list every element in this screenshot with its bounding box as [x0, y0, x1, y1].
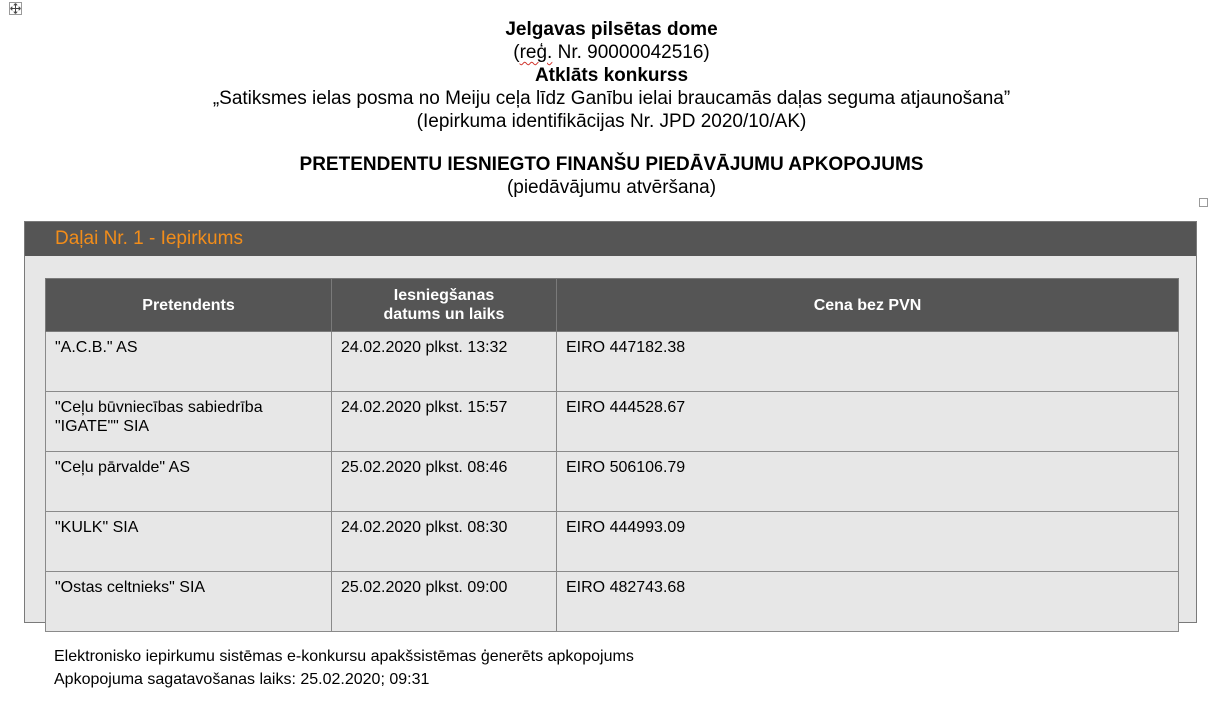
cell-price: EIRO 447182.38: [557, 332, 1179, 392]
cell-submitted: 24.02.2020 plkst. 13:32: [332, 332, 557, 392]
procedure-type: Atklāts konkurss: [534, 65, 689, 86]
column-header-submitted-line2: datums un laiks: [383, 306, 505, 323]
cell-submitted: 24.02.2020 plkst. 15:57: [332, 392, 557, 452]
table-move-handle-icon[interactable]: [9, 2, 22, 15]
table-row: [46, 512, 1179, 572]
reg-rest: Nr. 90000042516): [552, 42, 710, 63]
column-header-price: Cena bez PVN: [557, 279, 1179, 332]
cell-bidder: "A.C.B." AS: [46, 332, 332, 392]
column-header-bidder: Pretendents: [46, 279, 332, 332]
resize-handle-icon[interactable]: [1199, 198, 1208, 207]
table-row: [46, 332, 1179, 392]
lot-section-title: Daļai Nr. 1 - Iepirkums: [25, 222, 1196, 256]
table-row: [46, 572, 1179, 632]
summary-title: PRETENDENTU IESNIEGTO FINANŠU PIEDĀVĀJUMU APKOPOJUMS: [299, 154, 924, 175]
cell-bidder: "Ostas celtnieks" SIA: [46, 572, 332, 632]
reg-abbrev: reģ.: [519, 42, 553, 63]
table-row: [46, 452, 1179, 512]
cell-submitted: 24.02.2020 plkst. 08:30: [332, 512, 557, 572]
reg-open: (: [513, 42, 520, 63]
summary-subtitle: (piedāvājumu atvēršana): [506, 177, 717, 198]
cell-price: EIRO 444528.67: [557, 392, 1179, 452]
document-header: [0, 18, 1223, 199]
procurement-title: „Satiksmes ielas posma no Meiju ceļa līdz Ganību ielai braucamās daļas seguma atjaunošana”: [212, 88, 1011, 109]
registration-number: [0, 41, 1223, 64]
table-row: [46, 392, 1179, 452]
document-footer: [54, 645, 634, 691]
column-header-submitted-line1: Iesniegšanas: [393, 287, 495, 304]
cell-price: EIRO 482743.68: [557, 572, 1179, 632]
cell-submitted: 25.02.2020 plkst. 08:46: [332, 452, 557, 512]
prepared-time: Apkopojuma sagatavošanas laiks: 25.02.2020; 09:31: [54, 671, 430, 688]
lot-section: [24, 221, 1197, 623]
cell-bidder: "Ceļu būvniecības sabiedrība "IGATE"" SIA: [46, 392, 332, 452]
cell-bidder: "KULK" SIA: [46, 512, 332, 572]
offers-table: [45, 278, 1179, 632]
cell-submitted: 25.02.2020 plkst. 09:00: [332, 572, 557, 632]
generated-note: Elektronisko iepirkumu sistēmas e-konkursu apakšsistēmas ģenerēts apkopojums: [54, 648, 634, 665]
table-header-row: [46, 279, 1179, 332]
cell-price: EIRO 506106.79: [557, 452, 1179, 512]
cell-price: EIRO 444993.09: [557, 512, 1179, 572]
column-header-submitted: [332, 279, 557, 332]
organization-name: Jelgavas pilsētas dome: [505, 19, 718, 40]
cell-bidder: "Ceļu pārvalde" AS: [46, 452, 332, 512]
procurement-id: (Iepirkuma identifikācijas Nr. JPD 2020/10/AK): [416, 111, 807, 132]
